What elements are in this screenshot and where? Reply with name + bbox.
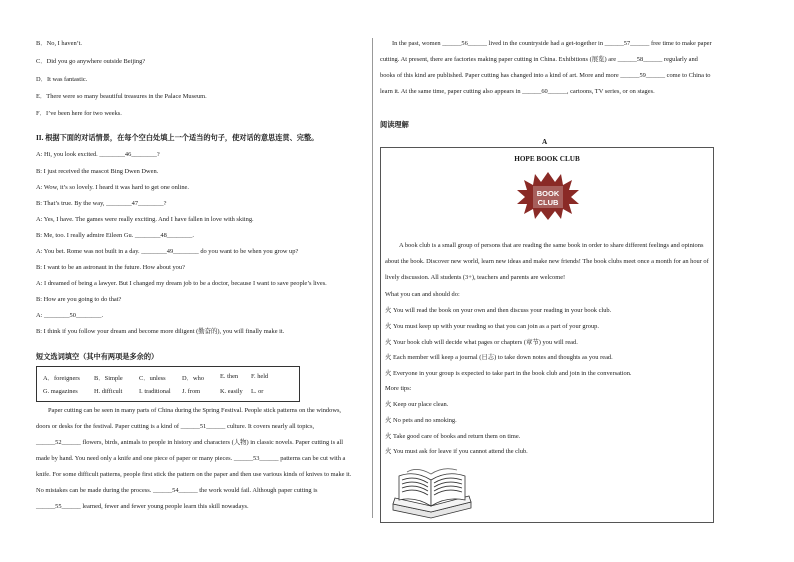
dialogue-line: B: How are you going to do that? bbox=[36, 296, 122, 303]
word-option: C．unless bbox=[139, 375, 166, 382]
word-option: I. traditional bbox=[139, 388, 171, 395]
word-option: J. from bbox=[182, 388, 201, 395]
tips-title: More tips: bbox=[385, 385, 412, 392]
dialogue-line: B: Me, too. I really admire Eileen Gu. ________48________. bbox=[36, 232, 194, 239]
club-intro: A book club is a small group of persons that are reading the same book in order to share different feelings and opinions about the book. Discover new world, learn new ideas and make new friends! The book clubs meet once a month for an hour of lively discussion. All students (3+), teachers and parents are welcome! bbox=[385, 242, 709, 281]
tip-item: 火 Take good care of books and return them on time. bbox=[385, 433, 521, 440]
what-title: What you can and should do: bbox=[385, 291, 460, 298]
book-club-notice bbox=[380, 147, 714, 523]
word-option: K. easily bbox=[220, 388, 243, 395]
rule-item: 火 Each member will keep a journal (日志) to take down notes and thoughts as you read. bbox=[385, 354, 613, 361]
word-option: E. then bbox=[220, 373, 239, 380]
dialogue-line: A: Wow, it’s so lovely. I heard it was hard to get one online. bbox=[36, 184, 189, 191]
word-bank-box bbox=[36, 366, 300, 402]
section-ii-heading: II. 根据下面的对话情景，在每个空白处填上一个适当的句子，使对话的意思连贯、完整。 bbox=[36, 134, 319, 142]
word-option: F. held bbox=[251, 373, 269, 380]
passage-paper-cutting: Paper cutting can be seen in many parts of China during the Spring Festival. People stick patterns on the windows, doors or desks for the festival. Paper cutting is a kind of ______51______ culture. It covers nearly all topics, ______52______ flowers, birds, animals to people in history and characters (人物) in classic novels. Paper cutting is all made by hand. You need only a knife and one piece of paper or many pieces. ______53______ patterns can be cut with a knife. For some difficult patterns, people first stick the pattern on the paper and then use various kinds of knives to make it. No mistakes can be made during the process. ______54______ the work would fail. Although paper cutting is ______55______ learned, fewer and fewer young people learn this skill nowadays. bbox=[36, 407, 352, 510]
rule-item: 火 Everyone in your group is expected to take part in the book club and join in the conversation. bbox=[385, 370, 632, 377]
word-option: G. magazines bbox=[43, 388, 78, 395]
reading-heading: 阅读理解 bbox=[380, 121, 409, 129]
dialogue-line: A: Hi, you look excited. ________46________? bbox=[36, 151, 160, 158]
dialogue-line: A: ________50________. bbox=[36, 312, 104, 319]
word-option: B．Simple bbox=[94, 375, 123, 382]
dialogue-line: B: I think if you follow your dream and become more diligent (勤奋的), you will finally make it. bbox=[36, 328, 285, 335]
logo-text-club: CLUB bbox=[537, 198, 559, 207]
dialogue-line: B: That’s true. By the way, ________47________? bbox=[36, 200, 167, 207]
book-club-logo bbox=[513, 168, 583, 222]
dialogue-line: A: Yes, I have. The games were really exciting. And I have fallen in love with skiing. bbox=[36, 216, 254, 223]
logo-text-book: BOOK bbox=[536, 189, 560, 198]
passage-continued: In the past, women ______56______ lived in the countryside had a get-together in ______57______ free time to make paper cutting. At present, there are factories making paper cutting in China. Exhibitions (展览) are ______58______ regularly and books of this kind are published. Paper cutting has changed into a kind of art. More and more ______59______ come to China to learn it. At the same time, paper cutting also appears in ______60______, cartoons, TV series, or on stages. bbox=[380, 40, 712, 95]
rule-item: 火 You will read the book on your own and then discuss your reading in your book club. bbox=[385, 307, 612, 314]
dialogue-line: B: I want to be an astronaut in the future. How about you? bbox=[36, 264, 185, 271]
word-option: L. or bbox=[251, 388, 264, 395]
word-option: H. difficult bbox=[94, 388, 123, 395]
section-letter: A bbox=[542, 138, 548, 146]
tip-item: 火 Keep our place clean. bbox=[385, 401, 449, 408]
option-f: F．I’ve been here for two weeks. bbox=[36, 110, 122, 117]
option-c: C．Did you go anywhere outside Beijing? bbox=[36, 58, 146, 65]
dialogue-line: A: I dreamed of being a lawyer. But I changed my dream job to be a doctor, because I want to save people’s lives. bbox=[36, 280, 327, 287]
tip-item: 火 You must ask for leave if you cannot attend the club. bbox=[385, 448, 528, 455]
option-e: E．There were so many beautiful treasures in the Palace Museum. bbox=[36, 93, 207, 100]
club-title: HOPE BOOK CLUB bbox=[514, 155, 580, 163]
option-b: B．No, I haven’t. bbox=[36, 40, 83, 47]
word-option: D．who bbox=[182, 375, 205, 382]
tip-item: 火 No pets and no smoking. bbox=[385, 417, 457, 424]
column-divider bbox=[372, 38, 373, 518]
dialogue-line: A: You bet. Rome was not built in a day. ________49________ do you want to be when you grow up? bbox=[36, 248, 299, 255]
option-d: D．It was fantastic. bbox=[36, 76, 88, 83]
rule-item: 火 You must keep up with your reading so that you can join as a part of your group. bbox=[385, 323, 599, 330]
dialogue-line: B: I just received the mascot Bing Dwen Dwen. bbox=[36, 168, 159, 175]
open-books-illustration bbox=[387, 466, 477, 520]
rule-item: 火 Your book club will decide what pages or chapters (章节) you will read. bbox=[385, 339, 578, 346]
section-iii-heading: 短文选词填空（其中有两项是多余的） bbox=[36, 353, 159, 361]
word-option: A．foreigners bbox=[43, 375, 80, 382]
